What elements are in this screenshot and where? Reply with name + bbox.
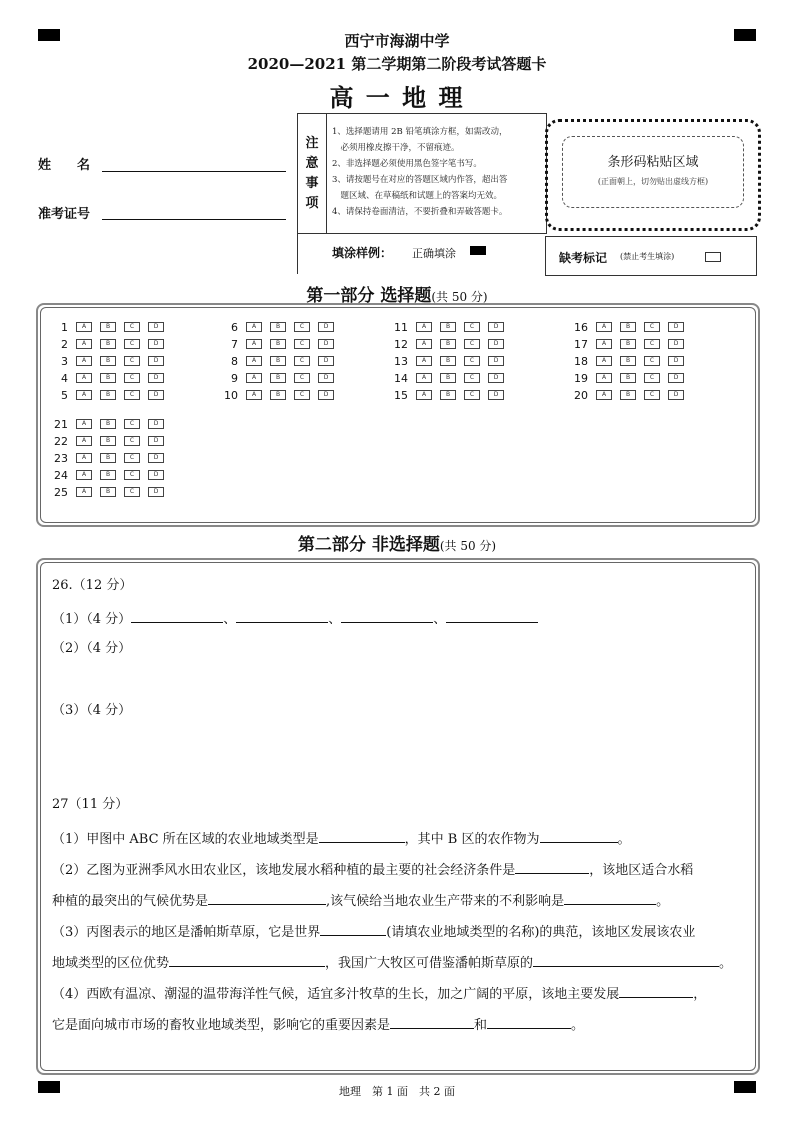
notes-item: 3、请按题号在对应的答题区域内作答，超出答	[332, 175, 508, 185]
question-row	[46, 371, 172, 385]
option-bubble-b[interactable]: B	[100, 322, 116, 332]
option-bubble-a[interactable]: A	[76, 487, 92, 497]
option-bubble-a[interactable]: A	[246, 373, 262, 383]
option-bubble-c[interactable]: C	[464, 356, 480, 366]
option-bubble-b[interactable]: B	[270, 339, 286, 349]
question-number: 11	[394, 320, 408, 334]
option-bubble-d[interactable]: D	[148, 487, 164, 497]
question-row	[216, 320, 342, 334]
q27-2-blank-3[interactable]	[564, 890, 656, 905]
page-footer: 地理 第 1 面 共 2 面	[339, 1085, 455, 1098]
q26-part3: （3）（4 分）	[52, 703, 132, 718]
q26-part1: （1）（4 分） 、 、 、	[52, 608, 538, 629]
absent-checkbox[interactable]	[705, 252, 721, 262]
question-number: 8	[231, 354, 238, 368]
option-bubble-a[interactable]: A	[596, 373, 612, 383]
part1-title: 第一部分 选择题(共 50 分)	[306, 286, 488, 306]
q26-part2: （2）（4 分）	[52, 641, 132, 656]
option-bubble-b[interactable]: B	[620, 373, 636, 383]
notes-item: 2、非选择题必须使用黑色签字笔书写。	[332, 159, 482, 169]
option-bubble-c[interactable]: C	[124, 390, 140, 400]
q26-2-answer-area[interactable]	[52, 660, 742, 700]
option-bubble-b[interactable]: B	[440, 373, 456, 383]
q27-line7: 它是面向城市市场的畜牧业地域类型，影响它的重要因素是 和 。	[52, 1014, 584, 1035]
option-bubble-c[interactable]: C	[294, 339, 310, 349]
q26-head: 26.（12 分）	[52, 578, 133, 593]
option-bubble-c[interactable]: C	[294, 322, 310, 332]
option-bubble-c[interactable]: C	[124, 487, 140, 497]
q27-4-blank-2[interactable]	[390, 1014, 474, 1029]
question-row	[46, 354, 172, 368]
option-bubble-a[interactable]: A	[596, 339, 612, 349]
option-bubble-c[interactable]: C	[294, 373, 310, 383]
question-number: 9	[231, 371, 238, 385]
option-bubble-c[interactable]: C	[464, 322, 480, 332]
question-number: 18	[574, 354, 588, 368]
option-bubble-a[interactable]: A	[596, 390, 612, 400]
option-bubble-b[interactable]: B	[440, 356, 456, 366]
q27-2-blank-1[interactable]	[515, 859, 589, 874]
option-bubble-c[interactable]: C	[124, 373, 140, 383]
q27-line5: 地域类型的区位优势 ，我国广大牧区可借鉴潘帕斯草原的 。	[52, 952, 732, 973]
option-bubble-d[interactable]: D	[318, 322, 334, 332]
question-number: 2	[61, 337, 68, 351]
question-number: 12	[394, 337, 408, 351]
notes-item: 必须用橡皮擦干净，不留痕迹。	[332, 143, 460, 153]
barcode-inner	[562, 136, 744, 208]
option-bubble-a[interactable]: A	[416, 373, 432, 383]
question-number: 15	[394, 388, 408, 402]
question-number: 24	[54, 468, 68, 482]
option-bubble-b[interactable]: B	[440, 390, 456, 400]
question-row	[46, 451, 172, 465]
notes-box	[297, 113, 547, 234]
fill-example-area	[297, 232, 546, 274]
question-row	[566, 337, 692, 351]
question-number: 16	[574, 320, 588, 334]
q26-1-blank-3[interactable]	[341, 608, 433, 623]
option-bubble-d[interactable]: D	[488, 339, 504, 349]
exam-title: 2020—2021 第二学期第二阶段考试答题卡	[247, 55, 547, 73]
q27-line4: （3）丙图表示的地区是潘帕斯草原，它是世界 (请填农业地域类型的名称)的典范，该地区发展该农业	[52, 921, 695, 942]
q27-4-blank-1[interactable]	[619, 983, 693, 998]
option-bubble-b[interactable]: B	[440, 322, 456, 332]
option-bubble-a[interactable]: A	[416, 390, 432, 400]
q27-3-blank-2[interactable]	[169, 952, 325, 967]
question-number: 22	[54, 434, 68, 448]
q27-3-blank-3[interactable]	[533, 952, 719, 967]
school-name: 西宁市海湖中学	[344, 32, 450, 50]
question-row	[566, 388, 692, 402]
option-bubble-d[interactable]: D	[668, 390, 684, 400]
name-label: 姓 名	[38, 158, 91, 173]
option-bubble-b[interactable]: B	[270, 390, 286, 400]
option-bubble-b[interactable]: B	[100, 419, 116, 429]
question-number: 4	[61, 371, 68, 385]
q27-line1: （1）甲图中 ABC 所在区域的农业地域类型是 ，其中 B 区的农作物为 。	[52, 828, 631, 849]
option-bubble-a[interactable]: A	[596, 356, 612, 366]
q27-line6: （4）西欧有温凉、潮湿的温带海洋性气候，适宜多汁牧草的生长，加之广阔的平原，该地主要发展 ，	[52, 983, 706, 1004]
option-bubble-b[interactable]: B	[100, 339, 116, 349]
question-number: 6	[231, 320, 238, 334]
question-row	[46, 417, 172, 431]
question-number: 10	[224, 388, 238, 402]
option-bubble-c[interactable]: C	[124, 356, 140, 366]
absent-label: 缺考标记	[559, 251, 608, 265]
question-row	[386, 354, 512, 368]
option-bubble-d[interactable]: D	[148, 436, 164, 446]
exam-id-field[interactable]	[102, 203, 286, 220]
option-bubble-b[interactable]: B	[440, 339, 456, 349]
option-bubble-d[interactable]: D	[488, 322, 504, 332]
option-bubble-a[interactable]: A	[76, 436, 92, 446]
option-bubble-b[interactable]: B	[100, 436, 116, 446]
option-bubble-b[interactable]: B	[620, 390, 636, 400]
option-bubble-c[interactable]: C	[464, 373, 480, 383]
option-bubble-a[interactable]: A	[246, 356, 262, 366]
option-bubble-b[interactable]: B	[100, 356, 116, 366]
notes-title: 注 意 事 项	[298, 114, 327, 233]
option-bubble-b[interactable]: B	[620, 322, 636, 332]
question-number: 20	[574, 388, 588, 402]
notes-item: 题区域、在草稿纸和试题上的答案均无效。	[332, 191, 503, 201]
option-bubble-a[interactable]: A	[76, 339, 92, 349]
option-bubble-c[interactable]: C	[124, 436, 140, 446]
question-number: 7	[231, 337, 238, 351]
option-bubble-c[interactable]: C	[644, 390, 660, 400]
option-bubble-d[interactable]: D	[148, 322, 164, 332]
question-row	[46, 434, 172, 448]
option-bubble-d[interactable]: D	[148, 470, 164, 480]
filled-bubble-icon	[470, 246, 486, 255]
option-bubble-a[interactable]: A	[596, 322, 612, 332]
question-row	[46, 485, 172, 499]
question-number: 25	[54, 485, 68, 499]
option-bubble-b[interactable]: B	[100, 470, 116, 480]
option-bubble-c[interactable]: C	[644, 322, 660, 332]
option-bubble-a[interactable]: A	[76, 453, 92, 463]
question-number: 19	[574, 371, 588, 385]
option-bubble-c[interactable]: C	[124, 453, 140, 463]
option-bubble-a[interactable]: A	[416, 356, 432, 366]
option-bubble-c[interactable]: C	[644, 339, 660, 349]
option-bubble-c[interactable]: C	[124, 322, 140, 332]
option-bubble-d[interactable]: D	[668, 373, 684, 383]
question-number: 1	[61, 320, 68, 334]
barcode-area	[545, 119, 761, 231]
option-bubble-b[interactable]: B	[270, 356, 286, 366]
fill-example-label: 填涂样例：	[332, 246, 393, 260]
option-bubble-c[interactable]: C	[644, 373, 660, 383]
option-bubble-c[interactable]: C	[644, 356, 660, 366]
q27-2-blank-2[interactable]	[208, 890, 326, 905]
option-bubble-d[interactable]: D	[148, 373, 164, 383]
option-bubble-a[interactable]: A	[76, 322, 92, 332]
question-row	[386, 371, 512, 385]
option-bubble-d[interactable]: D	[318, 373, 334, 383]
q27-4-blank-3[interactable]	[487, 1014, 571, 1029]
option-bubble-b[interactable]: B	[100, 373, 116, 383]
question-number: 13	[394, 354, 408, 368]
subject-title: 高 一 地 理	[329, 83, 465, 112]
q27-1-blank-1[interactable]	[319, 828, 405, 843]
option-bubble-d[interactable]: D	[488, 390, 504, 400]
option-bubble-d[interactable]: D	[488, 356, 504, 366]
absent-hint: (禁止考生填涂)	[620, 252, 675, 261]
question-row	[216, 388, 342, 402]
question-row	[216, 371, 342, 385]
option-bubble-d[interactable]: D	[318, 356, 334, 366]
option-bubble-b[interactable]: B	[100, 487, 116, 497]
q27-3-blank-1[interactable]	[320, 921, 386, 936]
option-bubble-d[interactable]: D	[148, 419, 164, 429]
option-bubble-c[interactable]: C	[464, 339, 480, 349]
question-row	[566, 354, 692, 368]
option-bubble-c[interactable]: C	[294, 390, 310, 400]
question-row	[386, 337, 512, 351]
option-bubble-a[interactable]: A	[246, 339, 262, 349]
option-bubble-b[interactable]: B	[270, 322, 286, 332]
question-row	[46, 388, 172, 402]
option-bubble-b[interactable]: B	[100, 453, 116, 463]
q27-head: 27（11 分）	[52, 797, 129, 812]
option-bubble-d[interactable]: D	[148, 390, 164, 400]
notes-list	[332, 124, 544, 220]
q26-3-answer-area[interactable]	[52, 722, 742, 792]
option-bubble-d[interactable]: D	[318, 339, 334, 349]
option-bubble-a[interactable]: A	[246, 390, 262, 400]
question-row	[46, 320, 172, 334]
barcode-title: 条形码粘贴区域	[607, 155, 699, 170]
barcode-hint: (正面朝上，切勿贴出虚线方框)	[597, 177, 709, 186]
option-bubble-d[interactable]: D	[488, 373, 504, 383]
option-bubble-d[interactable]: D	[148, 339, 164, 349]
question-row	[566, 320, 692, 334]
option-bubble-d[interactable]: D	[148, 453, 164, 463]
question-number: 23	[54, 451, 68, 465]
option-bubble-a[interactable]: A	[246, 322, 262, 332]
option-bubble-b[interactable]: B	[270, 373, 286, 383]
option-bubble-d[interactable]: D	[148, 356, 164, 366]
question-number: 3	[61, 354, 68, 368]
option-bubble-b[interactable]: B	[620, 339, 636, 349]
option-bubble-d[interactable]: D	[318, 390, 334, 400]
exam-id-label: 准考证号	[38, 207, 91, 222]
option-bubble-d[interactable]: D	[668, 339, 684, 349]
notes-item: 4、请保持卷面清洁，不要折叠和弄破答题卡。	[332, 207, 508, 217]
part2-title: 第二部分 非选择题(共 50 分)	[297, 535, 497, 555]
question-row	[216, 354, 342, 368]
option-bubble-c[interactable]: C	[294, 356, 310, 366]
question-number: 5	[61, 388, 68, 402]
option-bubble-c[interactable]: C	[124, 339, 140, 349]
option-bubble-c[interactable]: C	[124, 419, 140, 429]
fill-example-correct: 正确填涂	[412, 247, 456, 260]
q27-1-blank-2[interactable]	[540, 828, 618, 843]
question-row	[386, 320, 512, 334]
question-row	[386, 388, 512, 402]
q27-line3: 种植的最突出的气候优势是 ,该气候给当地农业生产带来的不利影响是 。	[52, 890, 669, 911]
option-bubble-a[interactable]: A	[76, 373, 92, 383]
question-number: 17	[574, 337, 588, 351]
q26-1-blank-1[interactable]	[131, 608, 223, 623]
q27-line2: （2）乙图为亚洲季风水田农业区，该地发展水稻种植的最主要的社会经济条件是 ，该地区适合水稻	[52, 859, 693, 880]
q26-1-blank-4[interactable]	[446, 608, 538, 623]
notes-item: 1、选择题请用 2B 铅笔填涂方框，如需改动，	[332, 127, 508, 137]
option-bubble-a[interactable]: A	[76, 390, 92, 400]
option-bubble-c[interactable]: C	[464, 390, 480, 400]
option-bubble-c[interactable]: C	[124, 470, 140, 480]
question-number: 21	[54, 417, 68, 431]
option-bubble-a[interactable]: A	[76, 470, 92, 480]
option-bubble-b[interactable]: B	[620, 356, 636, 366]
name-field[interactable]	[102, 155, 286, 172]
question-number: 14	[394, 371, 408, 385]
option-bubble-a[interactable]: A	[416, 322, 432, 332]
option-bubble-d[interactable]: D	[668, 322, 684, 332]
option-bubble-d[interactable]: D	[668, 356, 684, 366]
question-row	[46, 337, 172, 351]
question-row	[216, 337, 342, 351]
option-bubble-a[interactable]: A	[76, 356, 92, 366]
q26-1-blank-2[interactable]	[236, 608, 328, 623]
question-row	[46, 468, 172, 482]
absent-box	[545, 236, 757, 276]
option-bubble-a[interactable]: A	[416, 339, 432, 349]
option-bubble-a[interactable]: A	[76, 419, 92, 429]
option-bubble-b[interactable]: B	[100, 390, 116, 400]
question-row	[566, 371, 692, 385]
